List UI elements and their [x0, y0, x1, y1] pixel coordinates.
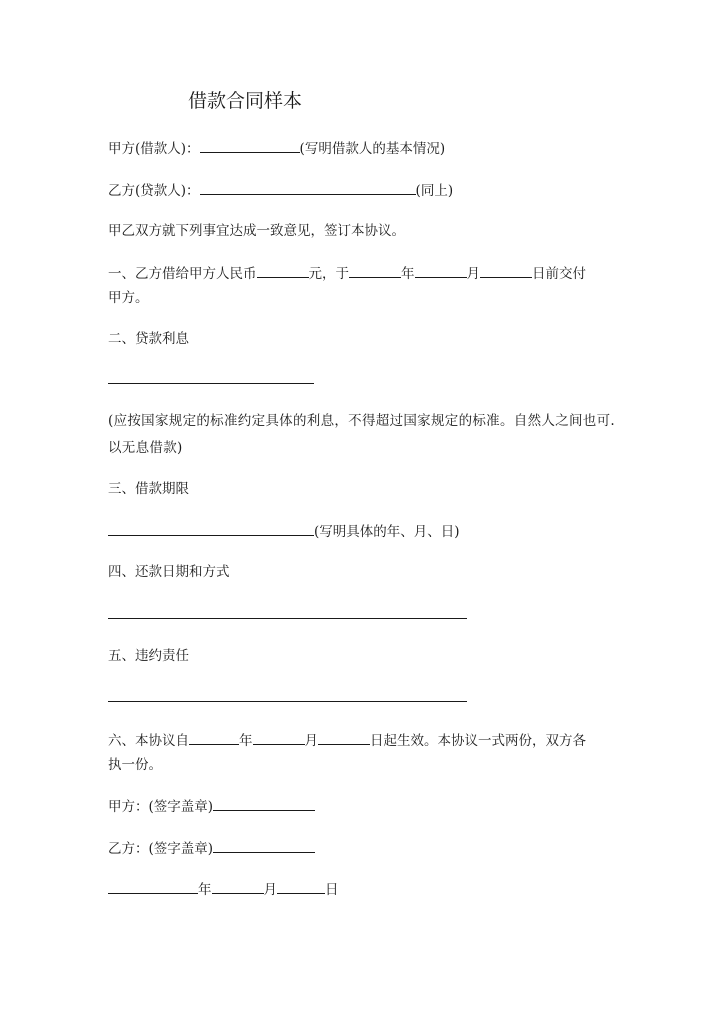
signature-party-b-blank[interactable]: [213, 838, 315, 853]
clause6-text-1: 六、本协议自: [108, 733, 189, 749]
clause1-text-4: 月: [466, 266, 480, 282]
clause1-text-1: 一、乙方借给甲方人民币: [108, 266, 257, 282]
interest-blank[interactable]: [108, 383, 314, 384]
signature-party-a-blank[interactable]: [213, 796, 315, 811]
clause3-note: (写明具体的年、月、日): [314, 524, 460, 540]
sign-day-label: 日: [325, 882, 339, 898]
year-blank[interactable]: [349, 263, 401, 278]
term-blank[interactable]: [108, 521, 314, 536]
signature-party-b-label: 乙方：(签字盖章): [108, 841, 214, 857]
clause6-text-3: 月: [304, 733, 318, 749]
document-title: 借款合同样本: [188, 90, 303, 112]
effective-day-blank[interactable]: [318, 730, 370, 745]
signature-date-line: [108, 879, 339, 899]
clause3-heading: 三、借款期限: [108, 481, 189, 497]
clause2-note: (应按国家规定的标准约定具体的利息，不得超过国家规定的标准。自然人之间也可. 以无息借款): [108, 413, 615, 456]
clause1-text-2: 元，于: [308, 266, 349, 282]
clause6-text-4: 日起生效。本协议一式两份，双方各: [370, 733, 586, 749]
party-a-line: [108, 138, 445, 158]
signature-party-a-label: 甲方：(签字盖章): [108, 799, 214, 815]
clause2-heading: 二、贷款利息: [108, 331, 189, 347]
party-b-blank[interactable]: [200, 180, 416, 195]
clause6-continuation: 执一份。: [108, 757, 162, 773]
clause5-heading: 五、违约责任: [108, 648, 189, 664]
signature-party-b-line: [108, 838, 315, 858]
party-b-label: 乙方(贷款人)：: [108, 183, 200, 199]
clause6-text-2: 年: [239, 733, 253, 749]
clause6-line: [108, 730, 586, 750]
sign-day-blank[interactable]: [277, 879, 325, 894]
repayment-blank[interactable]: [108, 618, 467, 619]
liability-blank[interactable]: [108, 701, 467, 702]
clause1-text-3: 年: [401, 266, 415, 282]
clause1-continuation: 甲方。: [108, 290, 149, 306]
signature-party-a-line: [108, 796, 315, 816]
clause1-line: [108, 263, 586, 283]
sign-year-blank[interactable]: [108, 879, 198, 894]
amount-blank[interactable]: [257, 263, 309, 278]
party-a-blank[interactable]: [200, 138, 300, 153]
sign-year-label: 年: [198, 882, 212, 898]
day-blank[interactable]: [480, 263, 532, 278]
sign-month-label: 月: [263, 882, 277, 898]
effective-month-blank[interactable]: [253, 730, 305, 745]
clause4-heading: 四、还款日期和方式: [108, 564, 230, 580]
intro-text: 甲乙双方就下列事宜达成一致意见，签订本协议。: [108, 223, 405, 239]
clause3-line: [108, 521, 460, 541]
clause1-text-5: 日前交付: [532, 266, 586, 282]
party-b-note: (同上): [415, 183, 454, 199]
party-b-line: [108, 180, 453, 200]
party-a-label: 甲方(借款人)：: [108, 141, 200, 157]
effective-year-blank[interactable]: [189, 730, 239, 745]
month-blank[interactable]: [415, 263, 467, 278]
sign-month-blank[interactable]: [212, 879, 264, 894]
party-a-note: (写明借款人的基本情况): [299, 141, 446, 157]
